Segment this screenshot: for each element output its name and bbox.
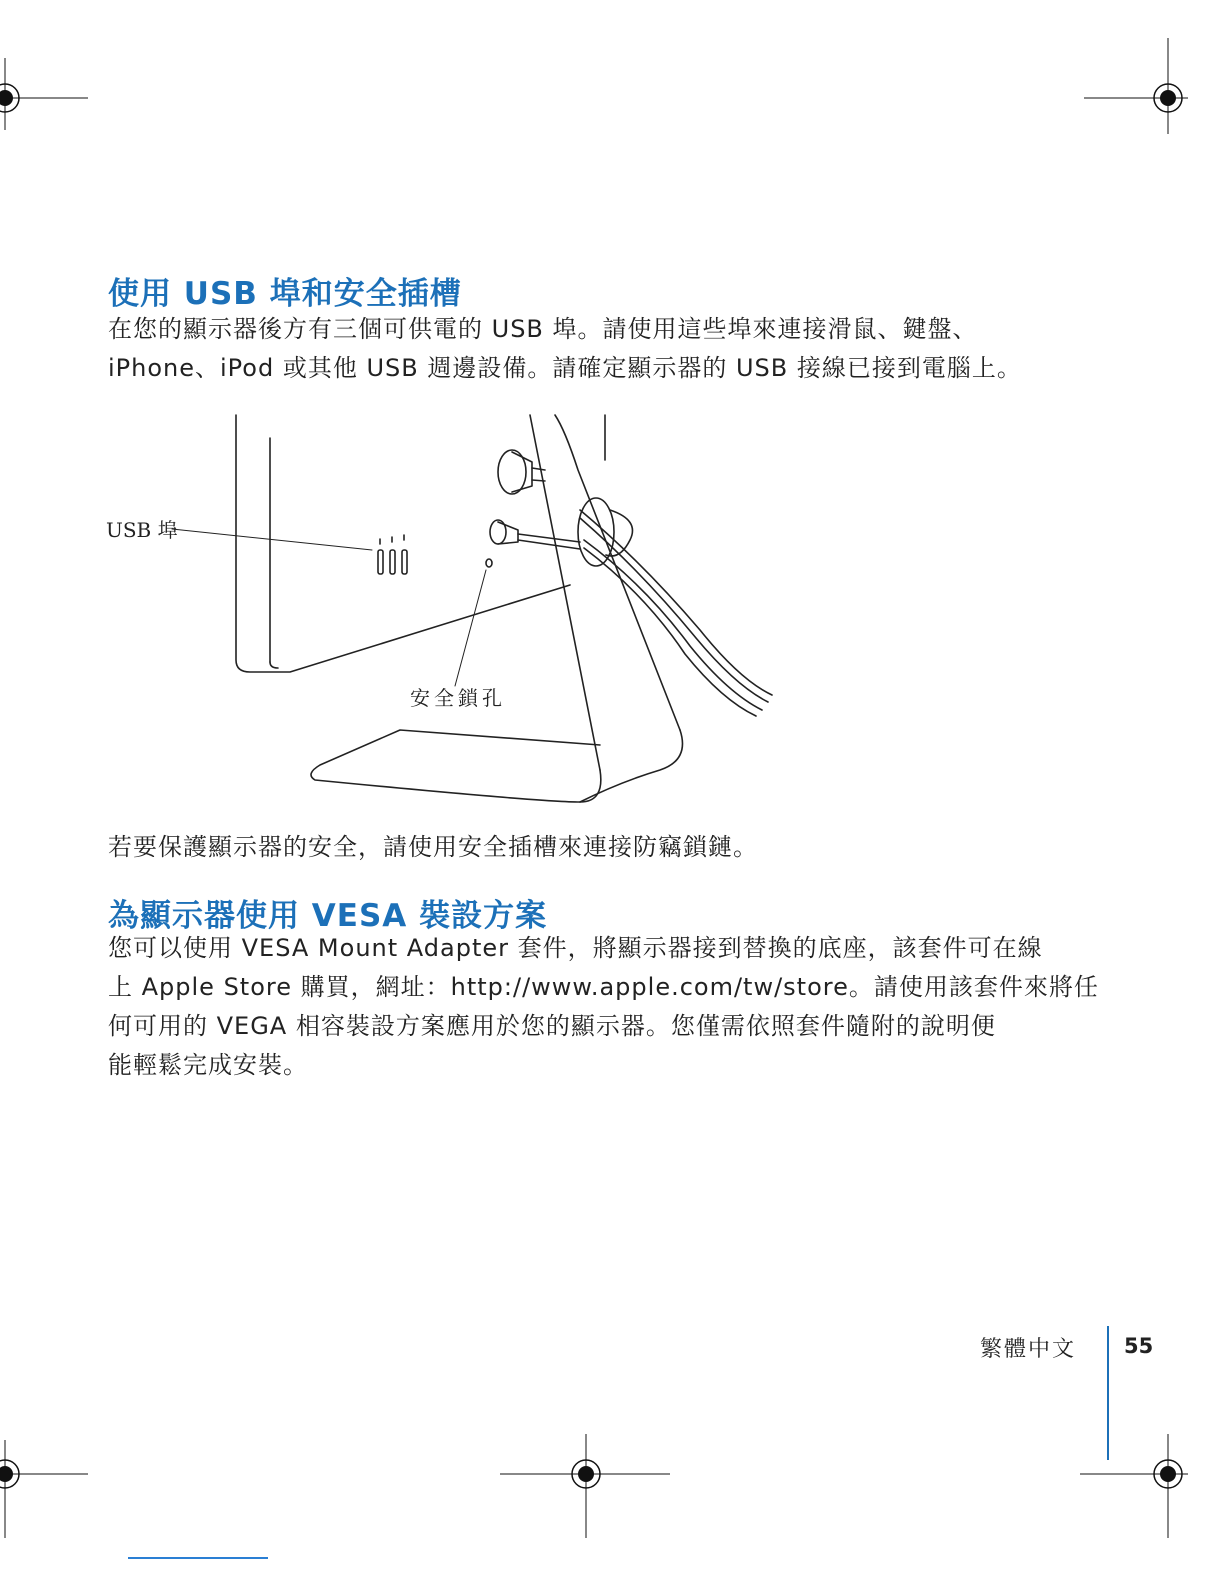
crop-mark-bottom-left xyxy=(0,1440,90,1540)
security-paragraph: 若要保護顯示器的安全，請使用安全插槽來連接防竊鎖鏈。 xyxy=(108,833,758,861)
usb-port-callout: USB 埠 xyxy=(106,518,178,542)
page-number: 55 xyxy=(1124,1334,1154,1358)
crop-mark-bottom-right xyxy=(1080,1434,1190,1540)
crop-mark-top-left xyxy=(0,58,90,138)
section-heading-vesa: 為顯示器使用 VESA 裝設方案 xyxy=(108,898,548,934)
vesa-paragraph-line-1: 您可以使用 VESA Mount Adapter 套件，將顯示器接到替換的底座，該套件可在線 xyxy=(108,934,1043,962)
vesa-paragraph-line-2: 上 Apple Store 購買，網址：http://www.apple.com/tw/store。請使用該套件來將任 xyxy=(108,973,1099,1001)
bottom-color-strip xyxy=(128,1557,268,1559)
display-rear-illustration xyxy=(100,410,800,814)
vesa-paragraph-line-4: 能輕鬆完成安裝。 xyxy=(108,1051,308,1079)
usb-paragraph-line-1: 在您的顯示器後方有三個可供電的 USB 埠。請使用這些埠來連接滑鼠、鍵盤、 xyxy=(108,315,978,343)
footer-language: 繁體中文 xyxy=(979,1337,1076,1362)
crop-mark-bottom-center xyxy=(500,1434,672,1540)
section-heading-usb: 使用 USB 埠和安全插槽 xyxy=(108,276,462,312)
footer-divider xyxy=(1107,1326,1109,1460)
usb-paragraph-line-2: iPhone、iPod 或其他 USB 週邊設備。請確定顯示器的 USB 接線已接到電腦上。 xyxy=(108,354,1022,382)
vesa-paragraph-line-3: 何可用的 VEGA 相容裝設方案應用於您的顯示器。您僅需依照套件隨附的說明便 xyxy=(108,1012,996,1040)
security-lock-callout: 安全鎖孔 xyxy=(410,686,506,710)
crop-mark-top-right xyxy=(1080,38,1190,138)
